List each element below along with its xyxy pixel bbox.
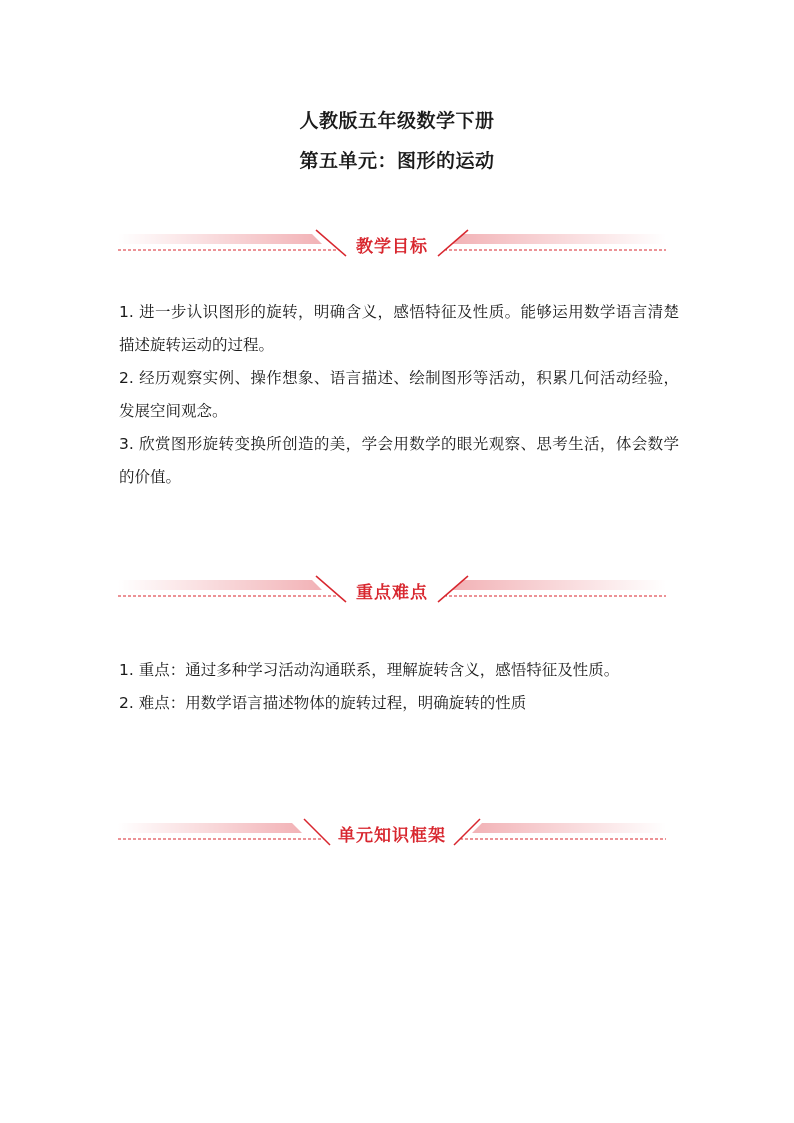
objectives-list: [119, 296, 679, 494]
section-header-objectives: [118, 228, 666, 262]
document-title: 人教版五年级数学下册: [299, 110, 495, 132]
list-item: 3. 欣赏图形旋转变换所创造的美，学会用数学的眼光观察、思考生活，体会数学的价值。: [119, 435, 679, 486]
list-item: 1. 重点：通过多种学习活动沟通联系，理解旋转含义，感悟特征及性质。: [119, 661, 620, 679]
document-subtitle: 第五单元：图形的运动: [299, 150, 495, 172]
key-points-list: [119, 654, 679, 720]
section-label: 单元知识框架: [338, 826, 446, 846]
list-item: 1. 进一步认识图形的旋转，明确含义，感悟特征及性质。能够运用数学语言清楚描述旋转运动的过程。: [119, 303, 679, 354]
section-header-knowledge-framework: [118, 817, 666, 851]
section-label: 重点难点: [356, 583, 428, 603]
list-item: 2. 难点：用数学语言描述物体的旋转过程，明确旋转的性质: [119, 694, 527, 712]
section-header-key-points: [118, 574, 666, 608]
list-item: 2. 经历观察实例、操作想象、语言描述、绘制图形等活动，积累几何活动经验，发展空间观念。: [119, 369, 679, 420]
section-label: 教学目标: [356, 237, 428, 257]
